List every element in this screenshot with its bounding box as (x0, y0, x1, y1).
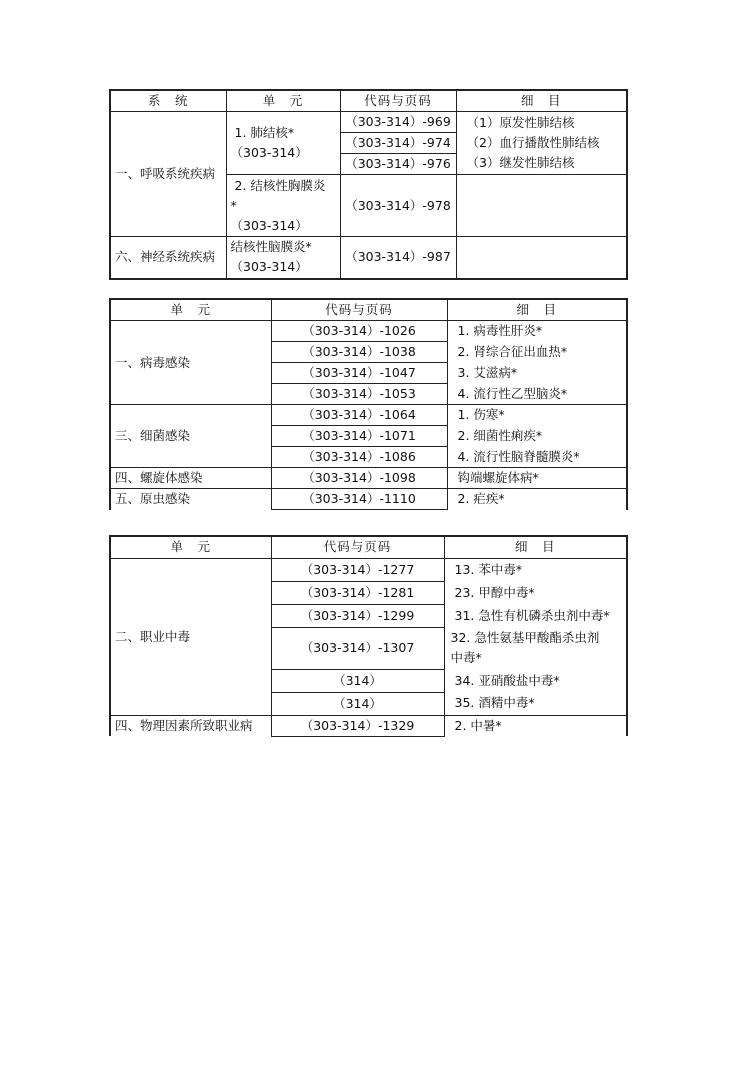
table-header-row (110, 299, 627, 321)
code-cell: （303-314）-1053 (271, 384, 447, 405)
unit-range: （303-314） (230, 145, 308, 160)
header-detail: 细 目 (447, 299, 627, 321)
detail-cell: 34. 亚硝酸盐中毒* (444, 669, 627, 692)
code-cell: （314） (271, 669, 444, 692)
header-system: 系 统 (110, 90, 226, 112)
unit-cell: 一、病毒感染 (110, 321, 271, 405)
detail-cell: 4. 流行性脑脊髓膜炎* (447, 447, 627, 468)
code-cell: （303-314）-1277 (271, 558, 444, 581)
code-cell: （303-314）-987 (340, 237, 456, 279)
code-cell: （303-314）-1047 (271, 363, 447, 384)
header-detail: 细 目 (456, 90, 627, 112)
unit-range: （303-314） (230, 259, 308, 275)
detail-cell-empty (456, 237, 627, 279)
header-detail: 细 目 (444, 536, 627, 558)
table-header-row (110, 90, 627, 112)
code-cell: （303-314）-1064 (271, 405, 447, 426)
code-cell: （303-314）-1281 (271, 581, 444, 604)
detail-cell-empty (456, 175, 627, 237)
code-cell: （303-314）-1329 (271, 715, 444, 736)
unit-name: 结核性脑膜炎* (230, 239, 312, 255)
detail-cell: 31. 急性有机磷杀虫剂中毒* (444, 604, 627, 627)
unit-cell: 五、原虫感染 (110, 489, 271, 510)
detail-cell: 4. 流行性乙型脑炎* (447, 384, 627, 405)
detail-item: （2）血行播散性肺结核 (466, 135, 600, 150)
unit-cell (226, 175, 340, 237)
system-cell: 六、神经系统疾病 (110, 237, 226, 279)
unit-cell (226, 112, 340, 175)
detail-cell: 2. 肾综合征出血热* (447, 342, 627, 363)
code-cell: （303-314）-978 (340, 175, 456, 237)
code-cell: （303-314）-1038 (271, 342, 447, 363)
header-unit: 单 元 (226, 90, 340, 112)
table-row (110, 715, 627, 736)
detail-item: （1）原发性肺结核 (466, 115, 575, 130)
code-cell: （303-314）-1098 (271, 468, 447, 489)
code-cell: （314） (271, 692, 444, 715)
code-cell: （303-314）-976 (340, 154, 456, 175)
table-row (110, 489, 627, 510)
detail-cell: 13. 苯中毒* (444, 558, 627, 581)
unit-range: （303-314） (230, 217, 308, 233)
header-code: 代码与页码 (271, 299, 447, 321)
code-cell: （303-314）-1307 (271, 627, 444, 669)
detail-cell: 钩端螺旋体病* (447, 468, 627, 489)
code-cell: （303-314）-974 (340, 133, 456, 154)
detail-cell: 1. 伤寒* (447, 405, 627, 426)
table-header-row (110, 536, 627, 558)
unit-cell: 三、细菌感染 (110, 405, 271, 468)
header-unit: 单 元 (110, 536, 271, 558)
detail-cell: 23. 甲醇中毒* (444, 581, 627, 604)
code-cell: （303-314）-1110 (271, 489, 447, 510)
detail-line: 中毒* (450, 650, 482, 665)
table-row (110, 112, 627, 133)
header-code: 代码与页码 (271, 536, 444, 558)
table-row (110, 237, 627, 279)
detail-cell: 2. 疟疾* (447, 489, 627, 510)
detail-item: （3）继发性肺结核 (466, 155, 575, 170)
table-infectious-diseases (109, 298, 628, 510)
unit-cell: 四、螺旋体感染 (110, 468, 271, 489)
code-cell: （303-314）-1071 (271, 426, 447, 447)
table-row (110, 468, 627, 489)
unit-cell (226, 237, 340, 279)
header-unit: 单 元 (110, 299, 271, 321)
detail-line: 32. 急性氨基甲酸酯杀虫剂 (450, 630, 600, 645)
system-cell: 一、呼吸系统疾病 (110, 112, 226, 237)
detail-cell (456, 112, 627, 175)
table-occupational-diseases (109, 535, 628, 737)
detail-cell (444, 627, 627, 669)
unit-cell: 二、职业中毒 (110, 558, 271, 715)
unit-name: 1. 肺结核* (234, 125, 295, 140)
header-code: 代码与页码 (340, 90, 456, 112)
detail-cell: 2. 中暑* (444, 715, 627, 736)
table-row (110, 321, 627, 342)
unit-name: 2. 结核性胸膜炎 (234, 177, 326, 193)
detail-cell: 1. 病毒性肝炎* (447, 321, 627, 342)
detail-cell: 35. 酒精中毒* (444, 692, 627, 715)
code-cell: （303-314）-1299 (271, 604, 444, 627)
unit-star: * (230, 197, 237, 213)
table-row (110, 558, 627, 581)
unit-cell: 四、物理因素所致职业病 (110, 715, 271, 736)
code-cell: （303-314）-969 (340, 112, 456, 133)
code-cell: （303-314）-1026 (271, 321, 447, 342)
table-row (110, 405, 627, 426)
code-cell: （303-314）-1086 (271, 447, 447, 468)
table-respiratory-nervous (109, 89, 628, 280)
detail-cell: 3. 艾滋病* (447, 363, 627, 384)
detail-cell: 2. 细菌性痢疾* (447, 426, 627, 447)
